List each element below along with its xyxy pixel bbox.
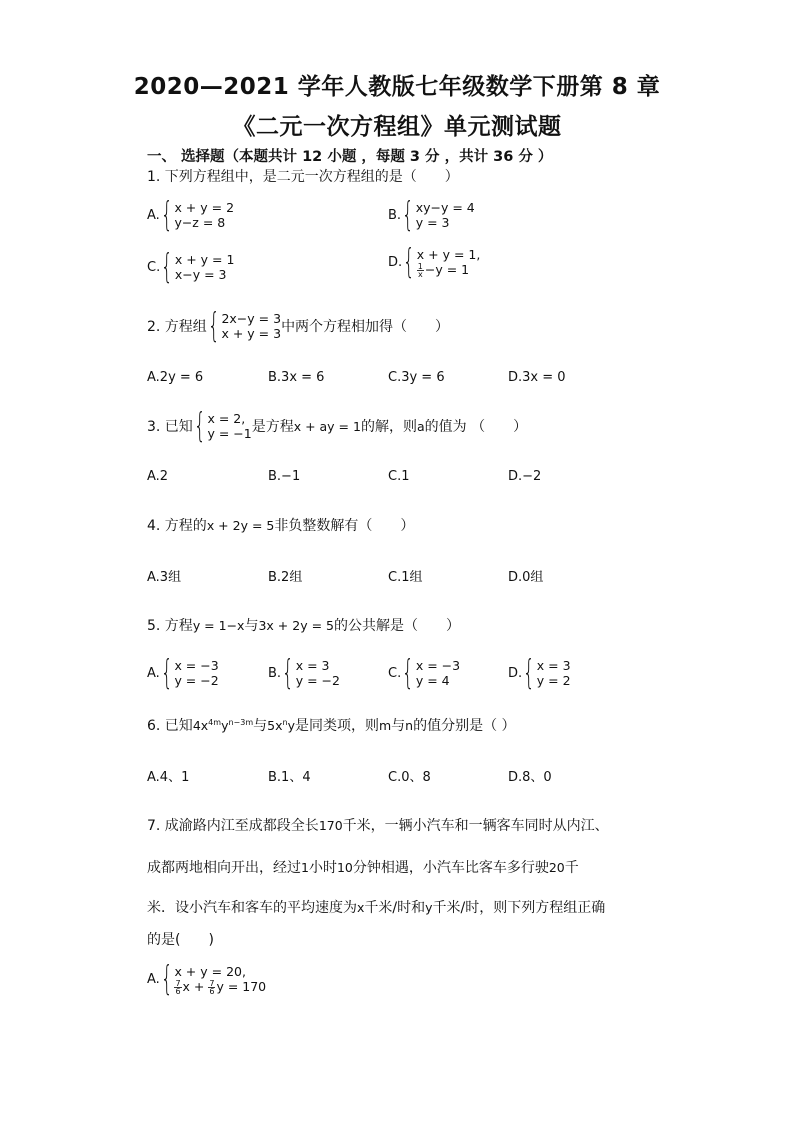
q4-option-d: D.0组 (508, 570, 544, 585)
q5-option-c: C. { x = −3 y = 4 (388, 653, 461, 693)
q3-option-d: D.−2 (508, 469, 542, 484)
question-2-stem: 2. 方程组 { 2x−y = 3 x + y = 3 中两个方程相加得（ ） (147, 306, 450, 346)
question-7-line-1: 7. 成渝路内江至成都段全长170千米，一辆小汽车和一辆客车同时从内江、 (147, 818, 609, 834)
question-1-stem: 1. 下列方程组中，是二元一次方程组的是（ ） (147, 169, 459, 185)
section-heading: 一、 选择题（本题共计 12 小题 ，每题 3 分 ，共计 36 分 ） (147, 149, 553, 165)
question-7-line-3: 米．设小汽车和客车的平均速度为x千米/时和y千米/时，则下列方程组正确 (147, 900, 606, 916)
q5-option-b: B. { x = 3 y = −2 (268, 653, 340, 693)
question-6-stem: 6. 已知$4x^{4m}y^{n-3m}$与$5x^ny$是同类项，则m与n的值分别是（ ） (147, 717, 516, 734)
question-7-line-2: 成都两地相向开出，经过1小时10分钟相遇，小汽车比客车多行驶20千 (147, 860, 579, 876)
question-4-stem: 4. 方程的x + 2y = 5非负整数解有（ ） (147, 518, 415, 534)
question-3-stem: 3. 已知 { x = 2, y = −1 是方程 x + ay = 1 的解，则 a 的值为 （ ） (147, 406, 528, 446)
q2-option-d: D.3x = 0 (508, 370, 566, 385)
q6-option-a: A.4、1 (147, 770, 190, 785)
q2-option-a: A.2y = 6 (147, 370, 204, 385)
q6-option-b: B.1、4 (268, 770, 311, 785)
q1-option-c: C. { x + y = 1 x−y = 3 (147, 247, 235, 287)
q4-option-c: C.1组 (388, 570, 423, 585)
q6-option-d: D.8、0 (508, 770, 552, 785)
q4-option-b: B.2组 (268, 570, 303, 585)
q1-option-d: D. { x + y = 1, $\frac{1}{x}$ −y = 1 (388, 242, 481, 282)
q1-option-a: A. { x + y = 2 y−z = 8 (147, 195, 235, 235)
q2-option-b: B.3x = 6 (268, 370, 325, 385)
q6-option-c: C.0、8 (388, 770, 431, 785)
q3-option-c: C.1 (388, 469, 410, 484)
title-line-1: 2020—2021 学年人教版七年级数学下册第 8 章 (133, 74, 661, 100)
q5-option-a: A. { x = −3 y = −2 (147, 653, 219, 693)
q3-option-b: B.−1 (268, 469, 301, 484)
q7-option-a: A. { x + y = 20, $\frac{7}{6}$ x + $\frac{7}{6}$ y = 170 (147, 959, 267, 999)
title-line-2: 《二元一次方程组》单元测试题 (232, 114, 562, 140)
q4-option-a: A.3组 (147, 570, 182, 585)
q3-option-a: A.2 (147, 469, 169, 484)
q1-option-b: B. { xy−y = 4 y = 3 (388, 195, 475, 235)
question-5-stem: 5. 方程y = 1−x与3x + 2y = 5的公共解是（ ） (147, 618, 460, 634)
q5-option-d: D. { x = 3 y = 2 (508, 653, 571, 693)
q2-option-c: C.3y = 6 (388, 370, 445, 385)
question-7-line-4: 的是( ) (147, 932, 214, 948)
